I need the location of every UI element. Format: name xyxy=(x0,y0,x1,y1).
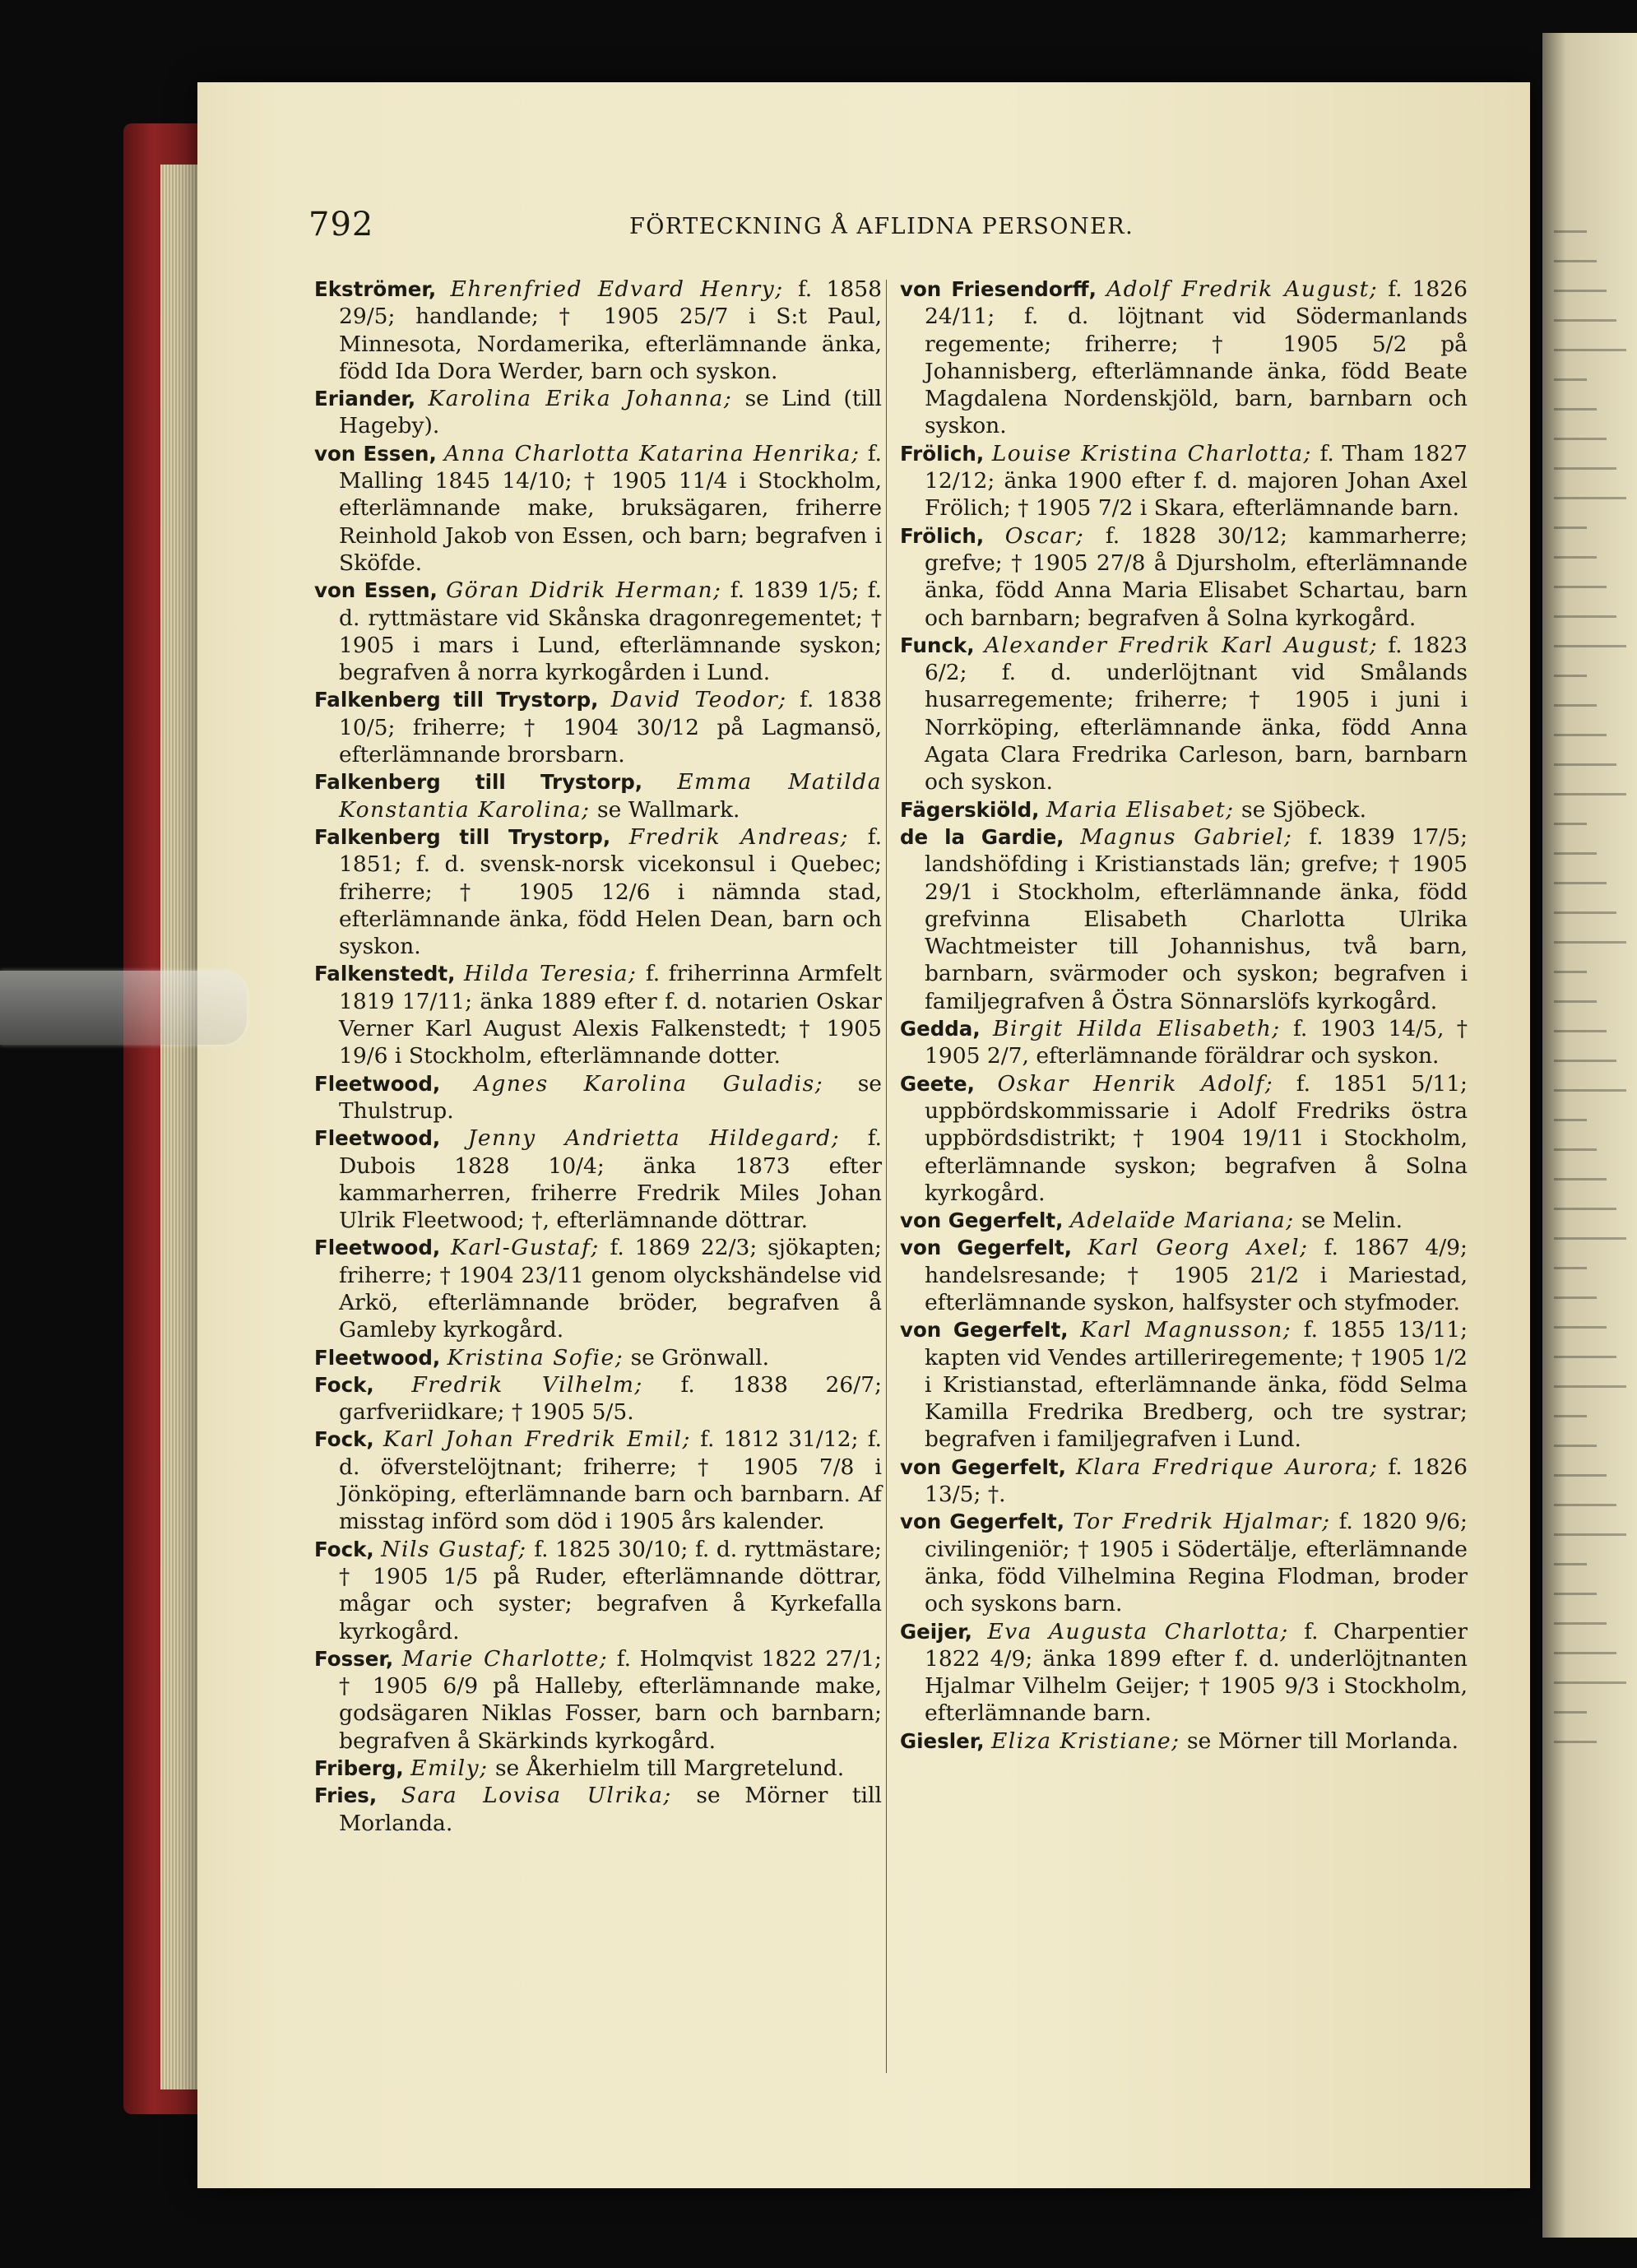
adjacent-page-text-line xyxy=(1554,1533,1626,1536)
register-entry xyxy=(314,276,882,385)
adjacent-page-text-line xyxy=(1554,941,1626,944)
entry-details: f. 1826 13/5; †. xyxy=(925,1454,1468,1508)
entry-given-names: Birgit Hilda Elisabeth; xyxy=(993,1016,1281,1042)
entry-given-names: Oskar Henrik Adolf; xyxy=(997,1070,1274,1097)
entry-given-names: Adolf Fredrik August; xyxy=(1106,276,1379,302)
entry-given-names: Fredrik Andreas; xyxy=(628,823,850,850)
entry-surname: Fosser, xyxy=(314,1646,394,1671)
left-column xyxy=(314,276,882,1837)
adjacent-page-text-line xyxy=(1554,349,1626,351)
entry-given-names: Louise Kristina Charlotta; xyxy=(991,440,1312,466)
register-entry xyxy=(900,440,1468,522)
adjacent-page-text-line xyxy=(1554,497,1626,499)
entry-surname: von Gegerfelt, xyxy=(900,1454,1066,1479)
entry-surname: Frölich, xyxy=(900,523,985,548)
glass-page-holder xyxy=(0,971,247,1045)
entry-surname: von Essen, xyxy=(314,441,437,466)
adjacent-page-text-line xyxy=(1554,971,1587,973)
register-entry xyxy=(900,1508,1468,1617)
register-entry xyxy=(314,1070,882,1125)
entry-details: se Mörner till Morlanda. xyxy=(339,1783,882,1836)
adjacent-page-text-line xyxy=(1554,1000,1597,1003)
entry-details: se Thulstrup. xyxy=(339,1070,882,1124)
adjacent-page-text-line xyxy=(1554,1474,1607,1477)
adjacent-page-text-line xyxy=(1554,408,1597,410)
column-divider xyxy=(886,280,887,2073)
entry-surname: Fock, xyxy=(314,1427,374,1452)
register-entry xyxy=(900,276,1468,440)
adjacent-page-text-line xyxy=(1554,1563,1587,1565)
adjacent-page-text-line xyxy=(1554,675,1587,677)
register-entry xyxy=(314,1536,882,1645)
entry-given-names: Agnes Karolina Guladis; xyxy=(474,1070,824,1097)
entry-surname: Fleetwood, xyxy=(314,1345,441,1370)
adjacent-page-text-line xyxy=(1554,852,1597,855)
entry-given-names: David Teodor; xyxy=(610,687,787,713)
register-entry xyxy=(900,1454,1468,1509)
adjacent-page-text-line xyxy=(1554,319,1616,322)
entry-details: f. 1812 31/12; f. d. öfverstelöjtnant; friherre; † 1905 7/8 i Jönköping, efterlämnande barn och barnbarn. Af misstag införd som död i 1905 års kalender. xyxy=(339,1426,882,1535)
entry-details: f. 1825 30/10; f. d. ryttmästare; † 1905 1/5 på Ruder, efterlämnande döttrar, mågar och syster; begrafven å Kyrkefalla kyrkogård. xyxy=(339,1536,882,1644)
entry-given-names: Emma Matilda Konstantia Karolina; xyxy=(339,769,882,823)
adjacent-page-text-line xyxy=(1554,526,1587,529)
register-entry xyxy=(900,796,1468,823)
register-entry xyxy=(900,1234,1468,1316)
register-entry xyxy=(314,1645,882,1755)
entry-surname: Frölich, xyxy=(900,441,985,466)
register-entry xyxy=(900,522,1468,632)
entry-surname: de la Gardie, xyxy=(900,824,1064,849)
entry-details: se Wallmark. xyxy=(596,796,740,823)
adjacent-page-text-line xyxy=(1554,823,1587,825)
register-entry xyxy=(314,1125,882,1234)
register-entry xyxy=(314,440,882,577)
entry-details: f. 1838 26/7; garfveriidkare; † 1905 5/5. xyxy=(339,1371,882,1426)
entry-surname: von Gegerfelt, xyxy=(900,1510,1065,1534)
entry-surname: Geete, xyxy=(900,1071,975,1096)
adjacent-page-text-line xyxy=(1554,763,1616,766)
entry-given-names: Karl Georg Axel; xyxy=(1087,1235,1309,1261)
adjacent-page-text-line xyxy=(1554,290,1607,292)
adjacent-page-text-line xyxy=(1554,1622,1607,1625)
running-head: FÖRTECKNING Å AFLIDNA PERSONER. xyxy=(629,214,1134,239)
adjacent-page-text-line xyxy=(1554,615,1616,618)
adjacent-page-text-line xyxy=(1554,230,1587,233)
adjacent-page-text-line xyxy=(1554,734,1607,736)
entry-details: f. Holmqvist 1822 27/1; † 1905 6/9 på Halleby, efterlämnande make, godsägaren Niklas Fosser, barn och barnbarn; begrafven å Skärkinds kyrkogård. xyxy=(339,1645,882,1754)
entry-details: f. friherrinna Armfelt 1819 17/11; änka 1889 efter f. d. notarien Oskar Verner Karl August Alexis Falkenstedt; † 1905 19/6 i Stockholm, efterlämnande dotter. xyxy=(339,961,882,1069)
adjacent-page-text-line xyxy=(1554,1445,1597,1447)
adjacent-page-text-line xyxy=(1554,1504,1616,1506)
entry-surname: von Gegerfelt, xyxy=(900,1318,1069,1343)
adjacent-page-text-line xyxy=(1554,1593,1597,1595)
entry-given-names: Eva Augusta Charlotta; xyxy=(987,1618,1289,1644)
adjacent-page-text-line xyxy=(1554,1652,1616,1654)
page-header xyxy=(308,206,1345,255)
entry-details: se Mörner till Morlanda. xyxy=(1187,1728,1459,1754)
entry-details: f. Tham 1827 12/12; änka 1900 efter f. d. majoren Johan Axel Frölich; † 1905 7/2 i Skara, efterlämnande barn. xyxy=(925,440,1468,522)
entry-given-names: Alexander Fredrik Karl August; xyxy=(984,632,1379,658)
adjacent-page-text-line xyxy=(1554,1030,1607,1032)
page-number: 792 xyxy=(308,206,374,243)
entry-surname: von Essen, xyxy=(314,578,438,603)
entry-given-names: Anna Charlotta Katarina Henrika; xyxy=(443,440,860,466)
adjacent-page-text-line xyxy=(1554,378,1587,381)
adjacent-page-text-line xyxy=(1554,1296,1597,1299)
entry-surname: Falkenberg till Trystorp, xyxy=(314,688,599,712)
register-entry xyxy=(314,1426,882,1535)
adjacent-page-text-line xyxy=(1554,1089,1626,1092)
register-entry xyxy=(900,1207,1468,1234)
register-entry xyxy=(900,632,1468,796)
adjacent-page-text-line xyxy=(1554,467,1616,470)
entry-given-names: Nils Gustaf; xyxy=(381,1536,527,1562)
entry-details: f. 1903 14/5, † 1905 2/7, efterlämnande föräldrar och syskon. xyxy=(925,1016,1468,1069)
entry-given-names: Karl Johan Fredrik Emil; xyxy=(383,1426,691,1453)
adjacent-page-text-line xyxy=(1554,1208,1616,1210)
entry-given-names: Adelaïde Mariana; xyxy=(1069,1208,1295,1234)
entry-surname: Falkenberg till Trystorp, xyxy=(314,824,611,849)
register-entry xyxy=(314,1371,882,1426)
entry-given-names: Jenny Andrietta Hildegard; xyxy=(467,1125,841,1152)
register-entry xyxy=(314,577,882,686)
adjacent-page-text-line xyxy=(1554,1741,1597,1743)
adjacent-page-text-line xyxy=(1554,260,1597,262)
entry-details: se Melin. xyxy=(1301,1208,1403,1234)
entry-surname: Fleetwood, xyxy=(314,1126,441,1151)
adjacent-page-text-line xyxy=(1554,793,1626,795)
entry-surname: Friberg, xyxy=(314,1756,404,1781)
entry-given-names: Eliza Kristiane; xyxy=(990,1728,1180,1754)
entry-details: f. Charpentier 1822 4/9; änka 1899 efter f. d. underlöjtnanten Hjalmar Vilhelm Geijer; † 1905 9/3 i Stockholm, efterlämnande barn. xyxy=(925,1618,1468,1727)
entry-given-names: Karl-Gustaf; xyxy=(451,1235,600,1261)
entry-surname: Ekströmer, xyxy=(314,277,437,301)
entry-surname: Geijer, xyxy=(900,1619,972,1644)
adjacent-page-text-line xyxy=(1554,556,1597,559)
entry-surname: Fries, xyxy=(314,1783,378,1808)
register-entry xyxy=(900,1728,1468,1755)
register-entry xyxy=(314,686,882,768)
right-column xyxy=(900,276,1468,1755)
register-entry xyxy=(900,1618,1468,1728)
adjacent-page-text-line xyxy=(1554,882,1607,884)
entry-details: f. 1851; f. d. svensk-norsk vicekonsul i Quebec; friherre; † 1905 12/6 i nämnda stad, efterlämnande änka, född Helen Dean, barn och syskon. xyxy=(339,823,882,960)
entry-given-names: Sara Lovisa Ulrika; xyxy=(401,1783,672,1809)
entry-given-names: Hilda Teresia; xyxy=(463,961,638,987)
entry-given-names: Karolina Erika Johanna; xyxy=(428,386,733,412)
register-entry xyxy=(314,1755,882,1782)
register-entry xyxy=(314,1234,882,1343)
entry-given-names: Oscar; xyxy=(1004,522,1085,549)
adjacent-page-text-line xyxy=(1554,1415,1587,1417)
entry-details: se Lind (till Hageby). xyxy=(339,386,882,439)
register-entry xyxy=(314,1782,882,1837)
entry-details: f. 1820 9/6; civilingeniör; † 1905 i Södertälje, efterlämnande änka, född Vilhelmina Regina Flodman, broder och syskons barn. xyxy=(925,1509,1468,1617)
adjacent-page-text-line xyxy=(1554,1385,1626,1388)
book-page xyxy=(197,82,1530,2188)
entry-surname: Gedda, xyxy=(900,1017,981,1041)
entry-details: f. 1855 13/11; kapten vid Vendes artilleriregemente; † 1905 1/2 i Kristianstad, efterlämnande änka, född Selma Kamilla Fredrika Bredberg, och tre systrar; begrafven i familjegrafven i Lund. xyxy=(925,1317,1468,1453)
entry-details: f. 1826 24/11; f. d. löjtnant vid Södermanlands regemente; friherre; † 1905 5/2 på Johannisberg, efterlämnande änka, född Beate Magdalena Nordenskjöld, barn, barnbarn och syskon. xyxy=(925,276,1468,439)
adjacent-page-text-line xyxy=(1554,911,1616,914)
entry-surname: von Gegerfelt, xyxy=(900,1236,1073,1260)
entry-surname: von Friesendorff, xyxy=(900,277,1097,301)
entry-given-names: Fredrik Vilhelm; xyxy=(411,1371,643,1398)
entry-given-names: Ehrenfried Edvard Henry; xyxy=(450,276,784,302)
entry-surname: Falkenstedt, xyxy=(314,962,456,986)
entry-given-names: Maria Elisabet; xyxy=(1046,796,1235,823)
entry-details: se Åkerhielm till Margretelund. xyxy=(494,1755,845,1782)
entry-details: f. 1839 1/5; f. d. ryttmästare vid Skånska dragonregementet; † 1905 i mars i Lund, efterlämnande syskon; begrafven å norra kyrkogården i Lund. xyxy=(339,577,882,686)
entry-given-names: Kristina Sofie; xyxy=(447,1344,624,1371)
adjacent-page-text-line xyxy=(1554,645,1626,647)
adjacent-page-text-line xyxy=(1554,586,1607,588)
entry-surname: Giesler, xyxy=(900,1728,985,1753)
entry-details: f. Malling 1845 14/10; † 1905 11/4 i Stockholm, efterlämnande make, bruksägaren, friherre Reinhold Jakob von Essen, och barn; begrafven i Sköfde. xyxy=(339,440,882,576)
entry-details: f. 1858 29/5; handlande; † 1905 25/7 i S:t Paul, Minnesota, Nordamerika, efterlämnande änka, född Ida Dora Werder, barn och syskon. xyxy=(339,276,882,384)
register-entry xyxy=(314,768,882,823)
adjacent-page-edge xyxy=(1542,33,1637,2238)
adjacent-page-text-line xyxy=(1554,438,1607,440)
adjacent-page-text-line xyxy=(1554,1060,1616,1062)
entry-surname: Fock, xyxy=(314,1537,374,1561)
entry-given-names: Karl Magnusson; xyxy=(1080,1317,1292,1343)
entry-surname: Funck, xyxy=(900,633,975,657)
entry-surname: Fleetwood, xyxy=(314,1236,441,1260)
adjacent-page-text-line xyxy=(1554,1681,1626,1684)
adjacent-page-text-line xyxy=(1554,1119,1587,1121)
adjacent-page-text-line xyxy=(1554,1267,1587,1269)
entry-details: f. 1839 17/5; landshöfding i Kristianstads län; grefve; † 1905 29/1 i Stockholm, efterlämnande änka, född grefvinna Elisabeth Charlotta Ulrika Wachtmeister till Johannishus, två barn, barnbarn, svärmoder och syskon; begrafven i familjegrafven å Östra Sönnarslöfs kyrkogård. xyxy=(925,823,1468,1014)
adjacent-page-text-line xyxy=(1554,1148,1597,1151)
entry-surname: Eriander, xyxy=(314,387,416,411)
entry-given-names: Magnus Gabriel; xyxy=(1080,823,1293,850)
register-entry xyxy=(314,1344,882,1371)
register-entry xyxy=(900,1316,1468,1453)
entry-details: f. 1823 6/2; f. d. underlöjtnant vid Smålands husarregemente; friherre; † 1905 i juni i Norrköping, efterlämnande änka, född Anna Agata Clara Fredrika Carleson, barn, barnbarn och syskon. xyxy=(925,632,1468,795)
entry-details: f. 1867 4/9; handelsresande; † 1905 21/2 i Mariestad, efterlämnande syskon, halfsyster och styfmoder. xyxy=(925,1235,1468,1315)
entry-given-names: Göran Didrik Herman; xyxy=(446,577,722,604)
entry-details: f. Dubois 1828 10/4; änka 1873 efter kammarherren, friherre Fredrik Miles Johan Ulrik Fleetwood; †, efterlämnande döttrar. xyxy=(339,1125,882,1234)
entry-surname: Fägerskiöld, xyxy=(900,797,1040,822)
register-entry xyxy=(314,385,882,440)
register-entry xyxy=(900,1070,1468,1207)
page-edges xyxy=(160,165,197,2089)
entry-details: f. 1838 10/5; friherre; † 1904 30/12 på Lagmansö, efterlämnande brorsbarn. xyxy=(339,687,882,768)
entry-given-names: Emily; xyxy=(410,1755,489,1782)
entry-details: f. 1828 30/12; kammarherre; grefve; † 1905 27/8 å Djursholm, efterlämnande änka, född Anna Maria Elisabet Schartau, barn och barnbarn; begrafven å Solna kyrkogård. xyxy=(925,522,1468,631)
entry-surname: Falkenberg till Trystorp, xyxy=(314,770,643,795)
adjacent-page-text-line xyxy=(1554,1356,1616,1358)
entry-surname: Fleetwood, xyxy=(314,1071,441,1096)
entry-surname: von Gegerfelt, xyxy=(900,1208,1064,1233)
register-entry xyxy=(314,823,882,960)
register-entry xyxy=(314,960,882,1069)
adjacent-page-text-line xyxy=(1554,1326,1607,1329)
adjacent-page-text-line xyxy=(1554,1711,1587,1714)
entry-details: f. 1851 5/11; uppbördskommissarie i Adolf Fredriks östra uppbördsdistrikt; † 1904 19/11 i Stockholm, efterlämnande syskon; begrafven å Solna kyrkogård. xyxy=(925,1070,1468,1206)
entry-details: f. 1869 22/3; sjökapten; friherre; † 1904 23/11 genom olyckshändelse vid Arkö, efterlämnande bröder, begrafven å Gamleby kyrkogård. xyxy=(339,1235,882,1343)
adjacent-page-text-line xyxy=(1554,1178,1607,1180)
adjacent-page-text-line xyxy=(1554,1237,1626,1240)
entry-details: se Sjöbeck. xyxy=(1241,796,1367,823)
register-entry xyxy=(900,823,1468,1015)
adjacent-page-text-line xyxy=(1554,704,1597,707)
entry-given-names: Klara Fredrique Aurora; xyxy=(1075,1454,1379,1480)
entry-details: se Grönwall. xyxy=(630,1344,769,1371)
entry-surname: Fock, xyxy=(314,1372,374,1397)
entry-given-names: Tor Fredrik Hjalmar; xyxy=(1073,1509,1331,1535)
register-entry xyxy=(900,1015,1468,1070)
entry-given-names: Marie Charlotte; xyxy=(401,1645,609,1672)
